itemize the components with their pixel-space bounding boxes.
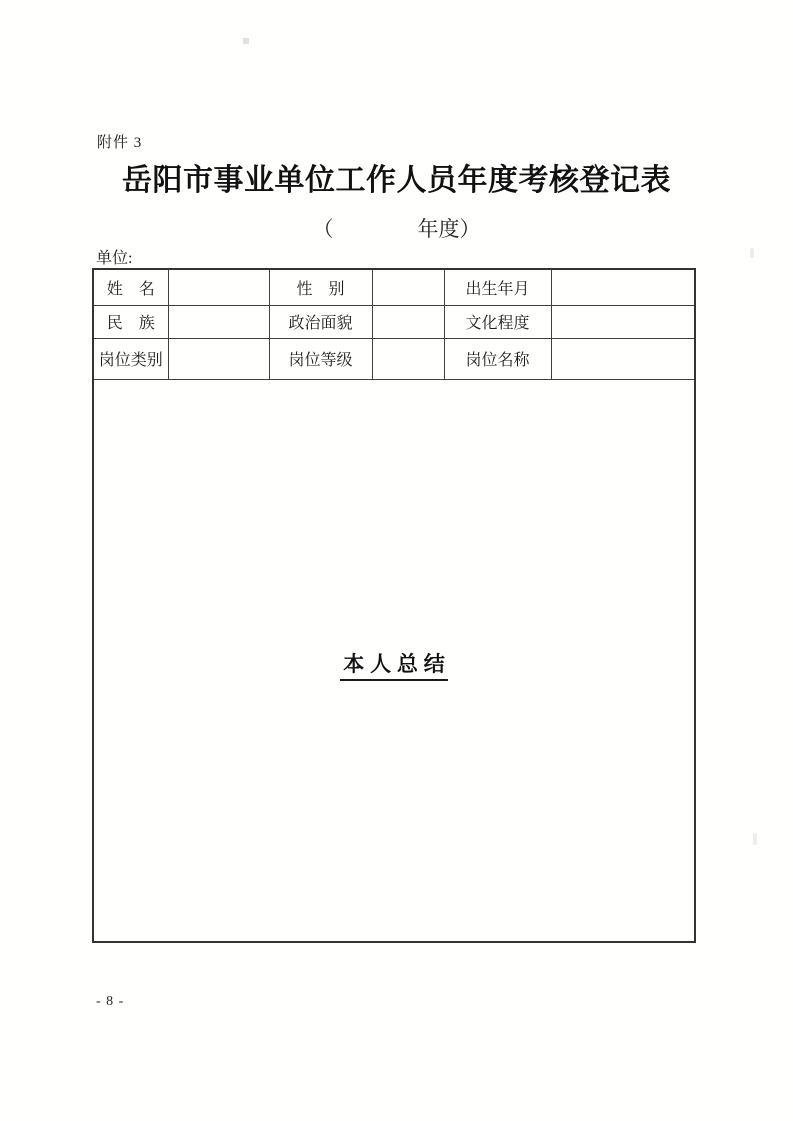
scan-artifact (753, 833, 757, 845)
education-label-cell: 文化程度 (444, 305, 551, 338)
birthdate-label-cell: 出生年月 (444, 269, 551, 305)
political-status-label-cell: 政治面貌 (269, 305, 372, 338)
post-category-label-cell: 岗位类别 (93, 338, 168, 379)
personal-summary-section (93, 379, 695, 942)
unit-label: 单位: (96, 250, 133, 267)
post-title-label-cell: 岗位名称 (444, 338, 551, 379)
table-row (93, 269, 695, 305)
post-grade-value-cell (372, 338, 444, 379)
table-row (93, 338, 695, 379)
attachment-label: 附件 3 (97, 135, 143, 151)
gender-value-cell (372, 269, 444, 305)
post-category-value-cell (168, 338, 269, 379)
personal-summary-heading: 本 人 总 结 (340, 648, 448, 681)
form-title: 岳阳市事业单位工作人员年度考核登记表 (122, 164, 671, 197)
political-status-value-cell (372, 305, 444, 338)
education-value-cell (551, 305, 695, 338)
page-number: - 8 - (96, 994, 125, 1009)
scan-artifact (243, 38, 249, 44)
name-value-cell (168, 269, 269, 305)
gender-label-cell: 性 别 (269, 269, 372, 305)
post-title-value-cell (551, 338, 695, 379)
table-row (93, 305, 695, 338)
ethnicity-label-cell: 民 族 (93, 305, 168, 338)
assessment-form-table (92, 268, 696, 943)
year-blank-line: （ 年度） (312, 217, 481, 241)
name-label-cell: 姓 名 (93, 269, 168, 305)
table-row (93, 379, 695, 942)
post-grade-label-cell: 岗位等级 (269, 338, 372, 379)
scan-artifact (750, 248, 754, 258)
birthdate-value-cell (551, 269, 695, 305)
ethnicity-value-cell (168, 305, 269, 338)
